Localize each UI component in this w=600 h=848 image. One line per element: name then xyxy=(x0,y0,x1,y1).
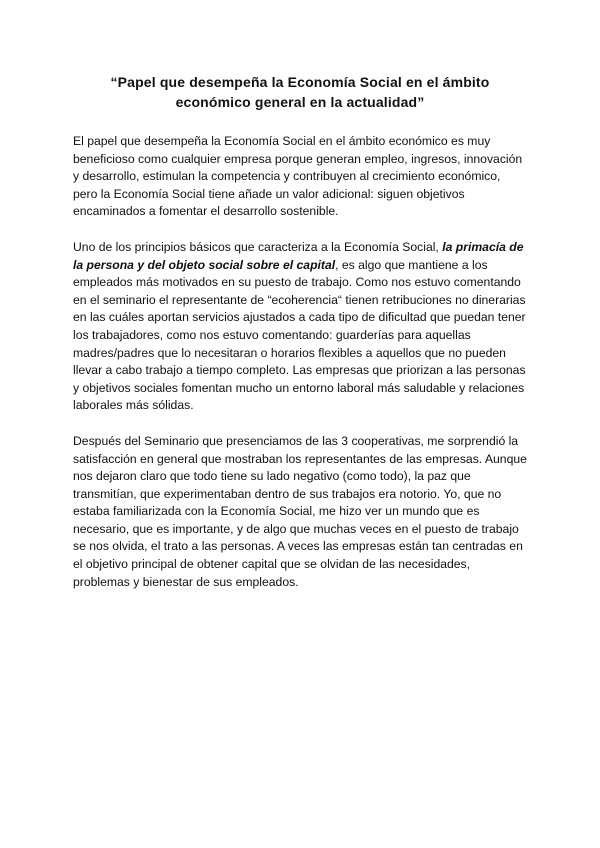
paragraph-2-start: Uno de los principios básicos que caracteriza a la Economía Social, xyxy=(73,239,443,254)
paragraph-2-emphasis: la primacía de la persona y del objeto social sobre el capital xyxy=(73,239,524,272)
paragraph-3: Después del Seminario que presenciamos de las 3 cooperativas, me sorprendió la satisfacción en general que mostraban los representantes de las empresas. Aunque nos dejaron claro que todo tiene su lado negativo (como todo), la paz que transmitían, que experimentaban dentro de sus trabajos era notorio. Yo, que no estaba familiarizada con la Economía Social, me hizo ver un mundo que es necesario, que es importante, y de algo que muchas veces en el puesto de trabajo se nos olvida, el trato a las personas. A veces las empresas están tan centradas en el objetivo principal de obtener capital que se olvidan de las necesidades, problemas y bienestar de sus empleados. xyxy=(73,433,527,589)
paragraph-2 xyxy=(73,239,527,415)
paragraph-1: El papel que desempeña la Economía Social en el ámbito económico es muy beneficioso como cualquier empresa porque generan empleo, ingresos, innovación y desarrollo, estimulan la competencia y contribuyen al crecimiento económico, pero la Economía Social tiene añade un valor adicional: siguen objetivos encaminados a fomentar el desarrollo sostenible. xyxy=(73,134,523,219)
document-title: “Papel que desempeña la Economía Social en el ámbito económico general en la actualidad” xyxy=(110,74,490,110)
paragraph-2-end: , es algo que mantiene a los empleados más motivados en su puesto de trabajo. Como nos estuvo comentando en el seminario el representante de “ecoherencia“ tienen retribuciones no dinerarias en las cuáles aportan servicios ajustados a cada tipo de dificultad que puedan tener los trabajadores, como nos estuvo comentando: guarderías para aquellas madres/padres que lo necesitaran o horarios flexibles a aquellos que no pueden llevar a cabo trabajo a tiempo completo. Las empresas que priorizan a las personas y objetivos sociales fomentan mucho un entorno laboral más saludable y relaciones laborales más sólidas. xyxy=(73,257,526,413)
